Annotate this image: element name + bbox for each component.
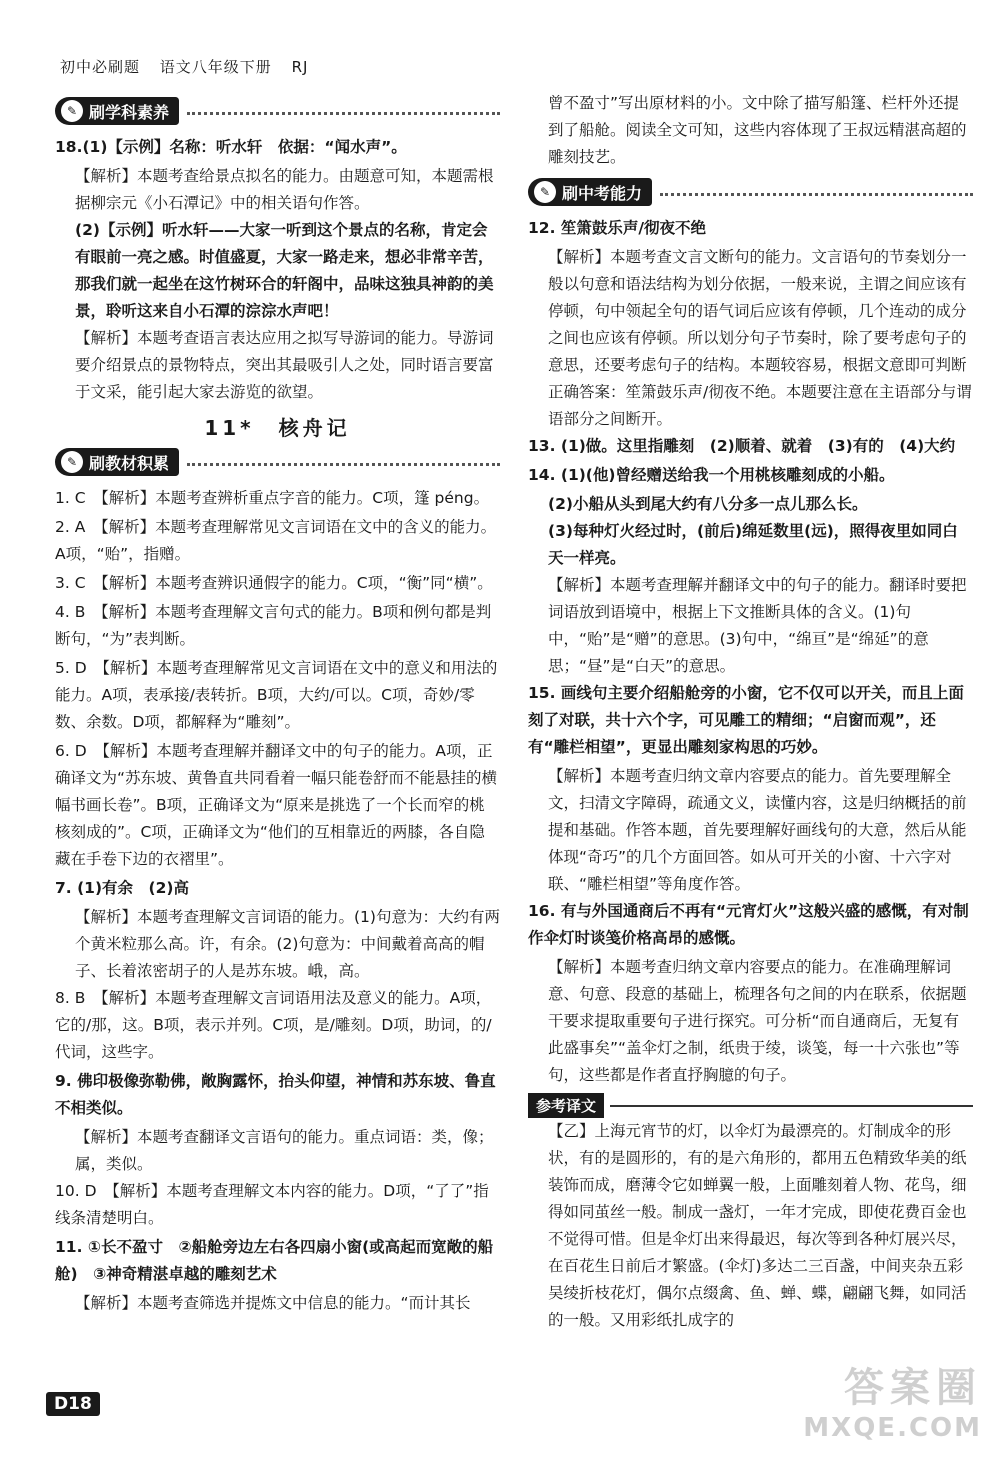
answer-14-1: 14. (1)(他)曾经赠送给我一个用桃核雕刻成的小船。 bbox=[528, 466, 895, 484]
lesson-title: 11* 核舟记 bbox=[204, 416, 351, 440]
answer-12: 12. 笙箫鼓乐声/彻夜不绝 bbox=[528, 219, 707, 237]
answer-2: 2. A 【解析】本题考查理解常见文言词语在文中的含义的能力。A项，“贻”，指赠。 bbox=[55, 518, 497, 563]
section-header-2 bbox=[55, 445, 500, 479]
section-title: 刷中考能力 bbox=[562, 183, 643, 203]
edition-label: RJ bbox=[291, 58, 309, 76]
reference-translation-header bbox=[528, 1093, 973, 1118]
answer-4: 4. B 【解析】本题考查理解文言句式的能力。B项和例句都是判断句，“为”表判断。 bbox=[55, 603, 492, 648]
answer-6: 6. D 【解析】本题考查理解并翻译文中的句子的能力。A项，正确译文为“苏东坡、黄鲁直共同看着一幅只能卷舒而不能悬挂的横幅书画长卷”。B项，正确译文为“原来是挑选了一个长而窄的桃核刻成的”。C项，正确译文为“他们的互相靠近的两膝，各自隐藏在手卷下边的衣褶里”。 bbox=[55, 742, 498, 868]
section-title: 刷教材积累 bbox=[89, 453, 170, 473]
watermark bbox=[803, 1356, 982, 1443]
answer-13: 13. (1)做。这里指雕刻 (2)顺着、就着 (3)有的 (4)大约 bbox=[528, 437, 956, 455]
subject-name: 语文八年级下册 bbox=[159, 58, 272, 76]
page-number: D18 bbox=[46, 1392, 100, 1416]
analysis-12: 【解析】本题考查文言文断句的能力。文言语句的节奏划分一般以句意和语法结构为划分依据，一般来说，主谓之间应该有停顿，句中领起全句的语气词后应该有停顿，几个连动的成分之间也应该有停顿。所以划分句子节奏时，除了要考虑句子的意思，还要考虑句子的结构。本题较容易，根据文意即可判断正确答案：笙箫鼓乐声/彻夜不绝。本题要注意在主语部分与谓语部分之间断开。 bbox=[548, 248, 972, 428]
section-header-1 bbox=[55, 94, 500, 128]
section-header-3 bbox=[528, 175, 973, 209]
page-header bbox=[60, 56, 322, 77]
answer-7: 7. (1)有余 (2)高 bbox=[55, 879, 189, 897]
divider-line bbox=[610, 1105, 973, 1107]
answer-1: 1. C 【解析】本题考查辨析重点字音的能力。C项，篷 péng。 bbox=[55, 489, 490, 507]
answer-text: (1)【示例】名称：听水轩 依据：“闻水声”。 bbox=[82, 138, 407, 156]
section-title: 刷学科素养 bbox=[89, 102, 170, 122]
answer-18-1 bbox=[55, 134, 500, 161]
analysis-16: 【解析】本题考查归纳文章内容要点的能力。在准确理解词意、句意、段意的基础上，梳理各句之间的内在联系，依据题干要求提取重要句子进行探究。可分析“而自通商后，无复有此盛事矣”“盖伞灯之制，纸贵于绫，谈笺，每一十六张也”等句，这些都是作者直抒胸臆的句子。 bbox=[548, 958, 967, 1084]
answer-9: 9. 佛印极像弥勒佛，敞胸露怀，抬头仰望，神情和苏东坡、鲁直不相类似。 bbox=[55, 1072, 496, 1117]
analysis-11-continued: 曾不盈寸”写出原材料的小。文中除了描写船篷、栏杆外还提到了船舱。阅读全文可知，这些内容体现了王叔远精湛高超的雕刻技艺。 bbox=[548, 94, 967, 166]
dotted-divider bbox=[660, 193, 973, 196]
answer-15: 15. 画线句主要介绍船舱旁的小窗，它不仅可以开关，而且上面刻了对联，共十六个字，可见雕工的精细；“启窗而观”，还有“雕栏相望”，更显出雕刻家构思的巧妙。 bbox=[528, 684, 964, 756]
section-badge bbox=[55, 448, 179, 476]
section-badge bbox=[528, 178, 652, 206]
answer-8: 8. B 【解析】本题考查理解文言词语用法及意义的能力。A项，它的/那，这。B项，表示并列。C项，是/雕刻。D项，助词，的/代词，这些字。 bbox=[55, 989, 492, 1061]
analysis-7: 【解析】本题考查理解文言词语的能力。(1)句意为：大约有两个黄米粒那么高。许，有余。(2)句意为：中间戴着高高的帽子、长着浓密胡子的人是苏东坡。峨，高。 bbox=[75, 908, 500, 980]
analysis-11: 【解析】本题考查筛选并提炼文中信息的能力。“而计其长 bbox=[75, 1294, 471, 1312]
reference-translation: 【乙】上海元宵节的灯，以伞灯为最漂亮的。灯制成伞的形状，有的是圆形的，有的是六角形的，都用五色精致华美的纸装饰而成，磨薄令它如蝉翼一般，上面雕刻着人物、花鸟，细得如同茧丝一般。制成一盏灯，一年才完成，即使花费百金也不觉得可惜。但是伞灯出来得最迟，每次等到各种灯展兴尽，在百花生日前后才繁盛。(伞灯)多达二三百盏，中间夹杂五彩吴绫折枝花灯，偶尔点缀禽、鱼、蝉、蝶，翩翩飞舞，如同活的一般。又用彩纸扎成字的 bbox=[548, 1122, 967, 1329]
pen-icon: ✎ bbox=[534, 181, 556, 203]
dotted-divider bbox=[187, 463, 500, 466]
analysis-14: 【解析】本题考查理解并翻译文中的句子的能力。翻译时要把词语放到语境中，根据上下文推断具体的含义。(1)句中，“贻”是“赠”的意思。(3)句中，“绵亘”是“绵延”的意思；“昼”是“白天”的意思。 bbox=[548, 576, 967, 675]
answer-16: 16. 有与外国通商后不再有“元宵灯火”这般兴盛的感慨，有对制作伞灯时谈笺价格高昂的感慨。 bbox=[528, 902, 969, 947]
analysis-9: 【解析】本题考查翻译文言语句的能力。重点词语：类，像；属，类似。 bbox=[75, 1128, 494, 1173]
analysis-18-2: 【解析】本题考查语言表达应用之拟写导游词的能力。导游词要介绍景点的景物特点，突出其最吸引人之处，同时语言要富于文采，能引起大家去游览的欲望。 bbox=[75, 329, 494, 401]
answer-18-2: (2)【示例】听水轩——大家一听到这个景点的名称，肯定会有眼前一亮之感。时值盛夏，大家一路走来，想必非常辛苦，那我们就一起坐在这竹树环合的轩阁中，品味这独具神韵的美景，聆听这来自小石潭的淙淙水声吧！ bbox=[75, 221, 494, 320]
series-name: 初中必刷题 bbox=[60, 58, 141, 76]
pen-icon: ✎ bbox=[61, 451, 83, 473]
answer-3: 3. C 【解析】本题考查辨识通假字的能力。C项，“衡”同“横”。 bbox=[55, 574, 493, 592]
watermark-url: MXQE.COM bbox=[803, 1413, 982, 1443]
analysis-15: 【解析】本题考查归纳文章内容要点的能力。首先要理解全文，扫清文字障碍，疏通文义，读懂内容，这是归纳概括的前提和基础。作答本题，首先要理解好画线句的大意，然后从能体现“奇巧”的几个方面回答。如从可开关的小窗、十六字对联、“雕栏相望”等角度作答。 bbox=[548, 767, 967, 893]
question-number: 18. bbox=[55, 138, 83, 156]
reference-badge: 参考译文 bbox=[528, 1093, 604, 1118]
watermark-logo-text: 答案圈 bbox=[844, 1365, 982, 1411]
answer-11: 11. ①长不盈寸 ②船舱旁边左右各四扇小窗(或高起而宽敞的船舱) ③神奇精湛卓越的雕刻艺术 bbox=[55, 1238, 494, 1283]
answer-14-2: (2)小船从头到尾大约有八分多一点儿那么长。 bbox=[548, 495, 868, 513]
answer-5: 5. D 【解析】本题考查理解常见文言词语在文中的意义和用法的能力。A项，表承接/表转折。B项，大约/可以。C项，奇妙/零数、余数。D项，都解释为“雕刻”。 bbox=[55, 659, 498, 731]
analysis-18-1: 【解析】本题考查给景点拟名的能力。由题意可知，本题需根据柳宗元《小石潭记》中的相关语句作答。 bbox=[75, 167, 494, 212]
pen-icon: ✎ bbox=[61, 100, 83, 122]
answer-14-3: (3)每种灯火经过时，(前后)绵延数里(远)，照得夜里如同白天一样亮。 bbox=[548, 522, 958, 567]
section-badge bbox=[55, 97, 179, 125]
dotted-divider bbox=[187, 112, 500, 115]
answer-10: 10. D 【解析】本题考查理解文本内容的能力。D项，“了了”指线条清楚明白。 bbox=[55, 1182, 489, 1227]
right-column bbox=[528, 90, 973, 1334]
left-column bbox=[55, 90, 500, 1317]
